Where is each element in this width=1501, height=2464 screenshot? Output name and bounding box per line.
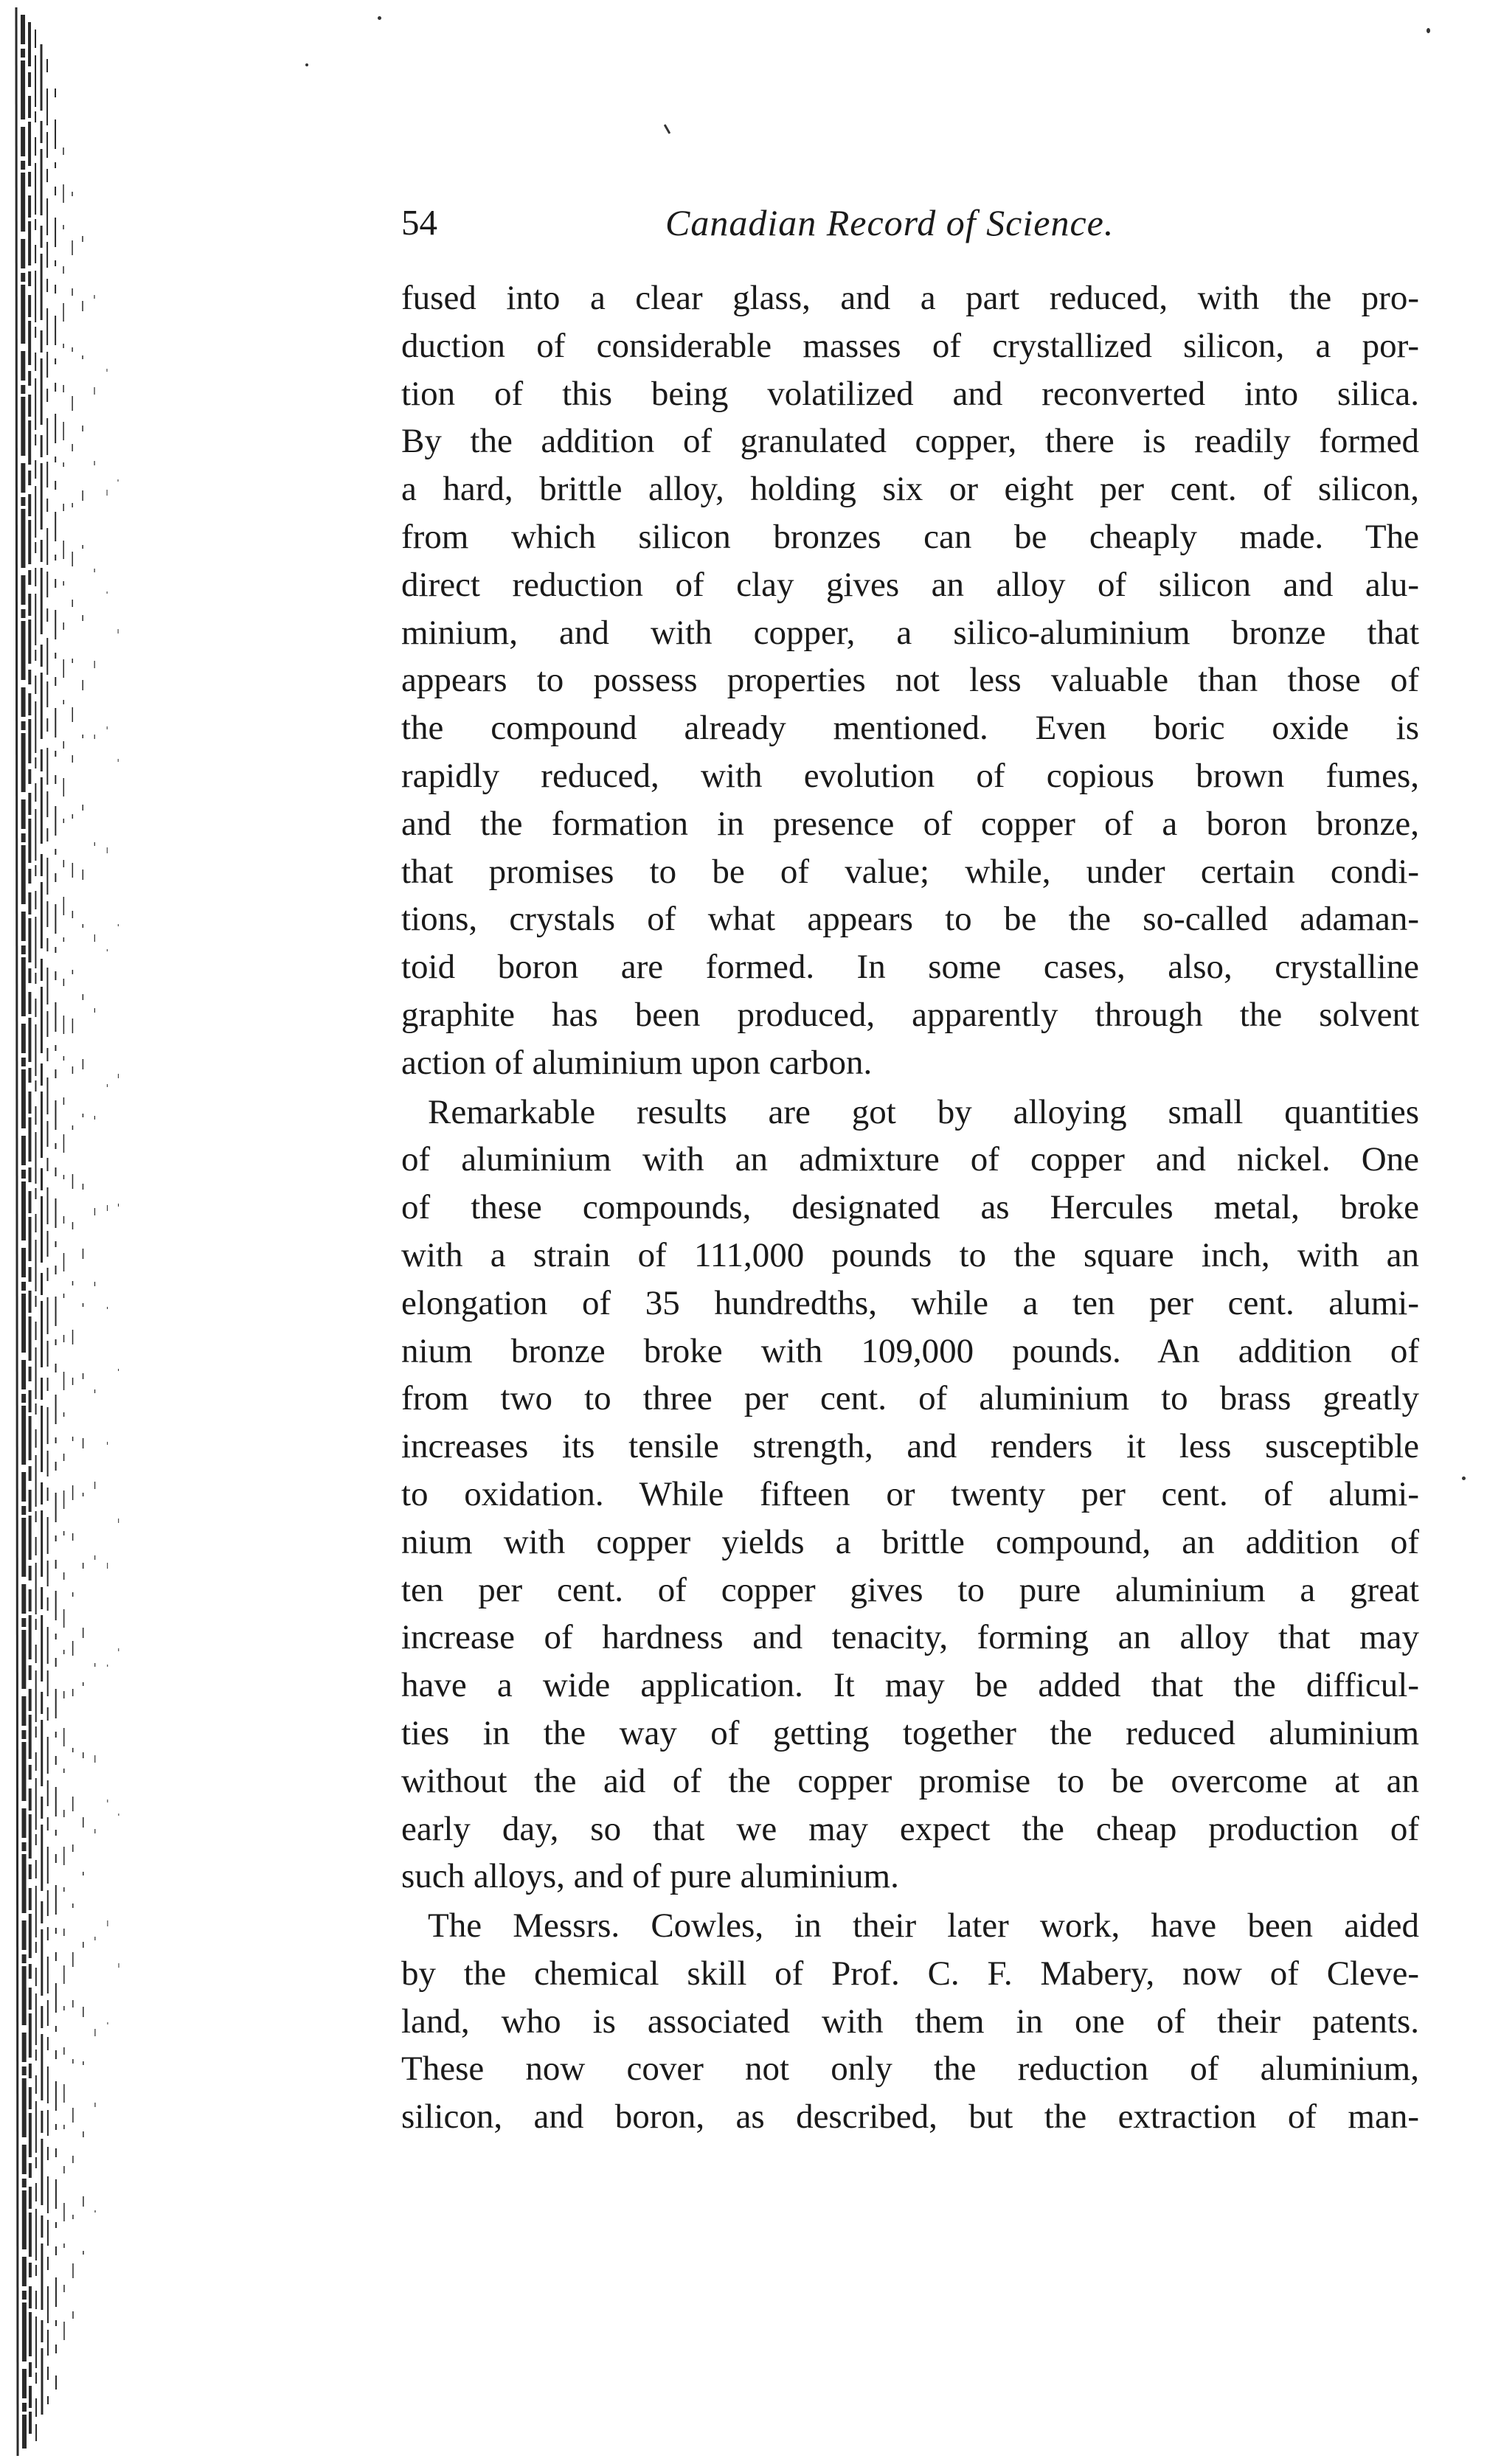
text-line: early day, so that we may expect the cheap production of [401, 1809, 1419, 1848]
text-line: The Messrs. Cowles, in their later work, have been aided [428, 1906, 1419, 1946]
text-line: minium, and with copper, a silico-aluminium bronze that [401, 613, 1419, 652]
text-line: such alloys, and of pure aluminium. [401, 1857, 899, 1896]
text-line: elongation of 35 hundredths, while a ten per cent. alumi- [401, 1283, 1419, 1322]
text-line: without the aid of the copper promise to be overcome at an [401, 1761, 1419, 1800]
text-line: duction of considerable masses of crystallized silicon, a por- [401, 326, 1419, 365]
binding-edge [0, 0, 155, 2464]
text-line: Remarkable results are got by alloying small quantities [428, 1092, 1419, 1131]
text-line: to oxidation. While fifteen or twenty per cent. of alumi- [401, 1474, 1419, 1513]
running-head: Canadian Record of Science. [665, 202, 1115, 243]
text-line: By the addition of granulated copper, there is readily formed [401, 422, 1419, 461]
text-line: the compound already mentioned. Even boric oxide is [401, 709, 1419, 748]
page-header [401, 193, 1419, 252]
text-line: of aluminium with an admixture of copper and nickel. One [401, 1140, 1419, 1179]
text-line: rapidly reduced, with evolution of copious brown fumes, [401, 756, 1419, 795]
page-number: 54 [401, 202, 437, 243]
text-line: nium with copper yields a brittle compound, an addition of [401, 1522, 1419, 1561]
scan-speck [664, 124, 671, 134]
text-line: tion of this being volatilized and reconverted into silica. [401, 374, 1419, 413]
text-line: and the formation in presence of copper of a boron bronze, [401, 804, 1419, 843]
body-text [401, 274, 1419, 2141]
text-line: graphite has been produced, apparently through the solvent [401, 995, 1419, 1034]
text-line: a hard, brittle alloy, holding six or eight per cent. of silicon, [401, 470, 1419, 509]
scan-speck [1427, 28, 1430, 33]
text-line: fused into a clear glass, and a part reduced, with the pro- [401, 279, 1419, 317]
text-line: action of aluminium upon carbon. [401, 1043, 873, 1082]
text-line: nium bronze broke with 109,000 pounds. An addition of [401, 1331, 1419, 1370]
text-line: of these compounds, designated as Hercules metal, broke [401, 1188, 1419, 1227]
paragraph [401, 1089, 1419, 1901]
text-line: from two to three per cent. of aluminium to brass greatly [401, 1379, 1419, 1418]
scan-speck [1462, 1476, 1466, 1480]
text-line: ten per cent. of copper gives to pure aluminium a great [401, 1570, 1419, 1609]
text-line: appears to possess properties not less valuable than those of [401, 661, 1419, 700]
scan-speck [378, 16, 381, 20]
text-line: from which silicon bronzes can be cheaply made. The [401, 517, 1419, 556]
text-line: direct reduction of clay gives an alloy of silicon and alu- [401, 565, 1419, 604]
paragraph [401, 1902, 1419, 2141]
text-line: increases its tensile strength, and renders it less susceptible [401, 1427, 1419, 1466]
text-line: tions, crystals of what appears to be the so-called adaman- [401, 900, 1419, 939]
text-line: with a strain of 111,000 pounds to the square inch, with an [401, 1235, 1419, 1274]
text-line: land, who is associated with them in one of their patents. [401, 2002, 1419, 2041]
text-line: increase of hardness and tenacity, forming an alloy that may [401, 1618, 1419, 1657]
text-line: silicon, and boron, as described, but the extraction of man- [401, 2097, 1419, 2137]
text-line: These now cover not only the reduction of aluminium, [401, 2050, 1419, 2089]
scan-speck [305, 63, 308, 66]
text-line: toid boron are formed. In some cases, also, crystalline [401, 948, 1419, 987]
paragraph [401, 274, 1419, 1087]
text-line: have a wide application. It may be added that the difficul- [401, 1666, 1419, 1705]
text-line: by the chemical skill of Prof. C. F. Mabery, now of Cleve- [401, 1954, 1419, 1993]
text-line: ties in the way of getting together the reduced aluminium [401, 1713, 1419, 1752]
text-line: that promises to be of value; while, under certain condi- [401, 852, 1419, 891]
